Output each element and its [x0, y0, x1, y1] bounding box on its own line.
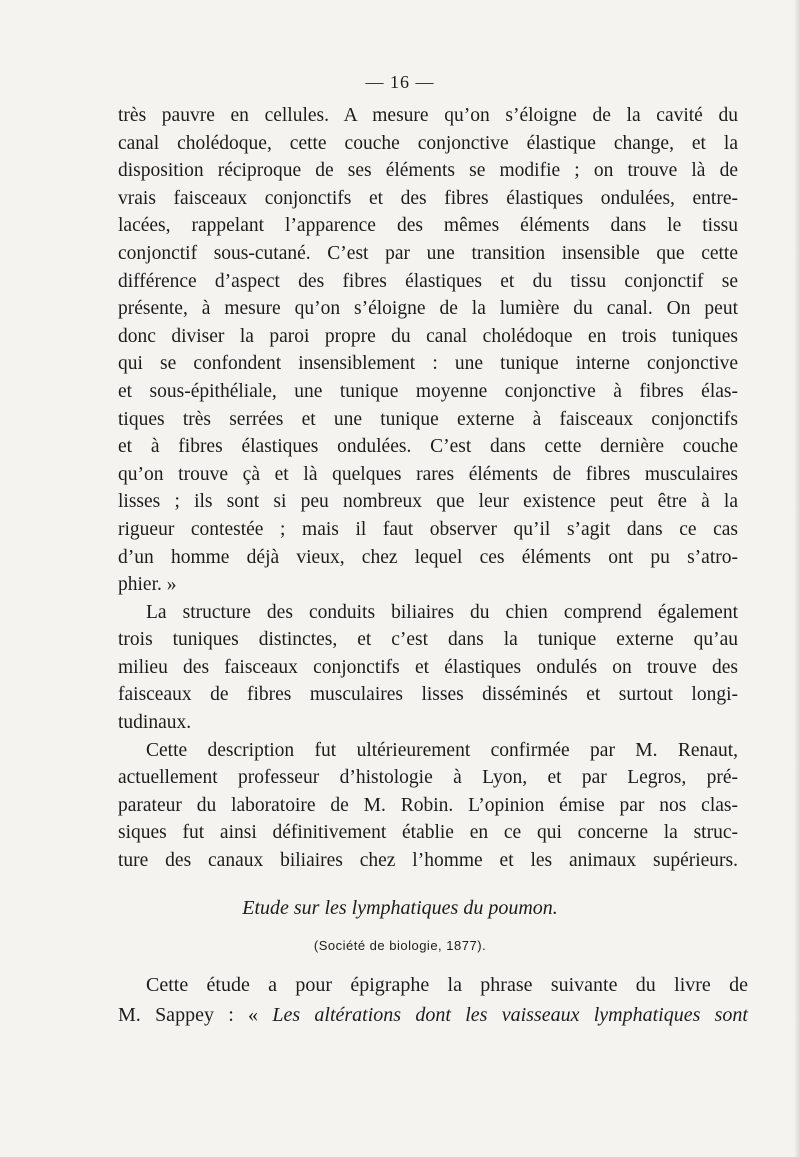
text-line: lacées, rappelant l’apparence des mêmes éléments dans le tissu — [118, 215, 738, 237]
text-line: différence d’aspect des fibres élastiques et du tissu conjonctif se — [118, 270, 738, 292]
text-line: donc diviser la paroi propre du canal cholédoque en trois tuniques — [118, 325, 738, 347]
text-line: présente, à mesure qu’on s’éloigne de la lumière du canal. On peut — [118, 298, 738, 320]
text-line: d’un homme déjà vieux, chez lequel ces éléments ont pu s’atro- — [118, 546, 738, 568]
italic-quote: Les altérations dont les vaisseaux lymphatiques sont — [272, 1004, 748, 1026]
text-line — [118, 1000, 748, 1030]
section-title: Etude sur les lymphatiques du poumon. — [242, 897, 558, 919]
text-line: trois tuniques distinctes, et c’est dans la tunique externe qu’au — [118, 629, 738, 651]
text-line: ture des canaux biliaires chez l’homme et les animaux supérieurs. — [118, 850, 738, 872]
text-line: La structure des conduits biliaires du chien comprend également — [146, 601, 738, 623]
text-line: et à fibres élastiques ondulées. C’est dans cette dernière couche — [118, 436, 738, 458]
text-line: tiques très serrées et une tunique externe à faisceaux conjonctifs — [118, 408, 738, 430]
text-line: qu’on trouve çà et là quelques rares éléments de fibres musculaires — [118, 463, 738, 485]
paragraph-3 — [118, 737, 738, 875]
section-source: (Société de biologie, 1877). — [313, 938, 487, 953]
text-line: parateur du laboratoire de M. Robin. L’opinion émise par nos clas- — [118, 794, 738, 816]
page-number: — 16 — — [365, 72, 435, 92]
text-line: milieu des faisceaux conjonctifs et élastiques ondulés on trouve des — [118, 656, 738, 678]
text-line: très pauvre en cellules. A mesure qu’on s’éloigne de la cavité du — [118, 105, 738, 126]
page-edge-shadow — [794, 0, 800, 1157]
text-line: vrais faisceaux conjonctifs et des fibres élastiques ondulées, entre- — [118, 187, 738, 209]
text-line: disposition réciproque de ses éléments se modifie ; on trouve là de — [118, 160, 738, 182]
paragraph-1 — [118, 102, 738, 599]
text-fragment: M. Sappey : « — [118, 1004, 273, 1026]
text-line: actuellement professeur d’histologie à Lyon, et par Legros, pré- — [118, 767, 738, 789]
body-text — [118, 102, 738, 875]
section-intro — [118, 970, 748, 1030]
text-line: phier. » — [118, 574, 177, 596]
text-line: lisses ; ils sont si peu nombreux que leur existence peut être à la — [118, 491, 738, 513]
text-line: faisceaux de fibres musculaires lisses disséminés et surtout longi- — [118, 684, 738, 706]
text-line: et sous-épithéliale, une tunique moyenne conjonctive à fibres élas- — [118, 380, 738, 402]
text-line: Cette description fut ultérieurement confirmée par M. Renaut, — [146, 739, 738, 761]
paragraph-2 — [118, 599, 738, 737]
text-line: canal cholédoque, cette couche conjonctive élastique change, et la — [118, 132, 738, 154]
text-line: Cette étude a pour épigraphe la phrase suivante du livre de — [146, 974, 748, 996]
text-line: siques fut ainsi définitivement établie en ce qui concerne la struc- — [118, 822, 738, 844]
text-line: rigueur contestée ; mais il faut observer qu’il s’agit dans ce cas — [118, 518, 738, 540]
text-line: conjonctif sous-cutané. C’est par une transition insensible que cette — [118, 242, 738, 264]
text-line: tudinaux. — [118, 712, 192, 734]
text-line: qui se confondent insensiblement : une tunique interne conjonctive — [118, 353, 738, 375]
